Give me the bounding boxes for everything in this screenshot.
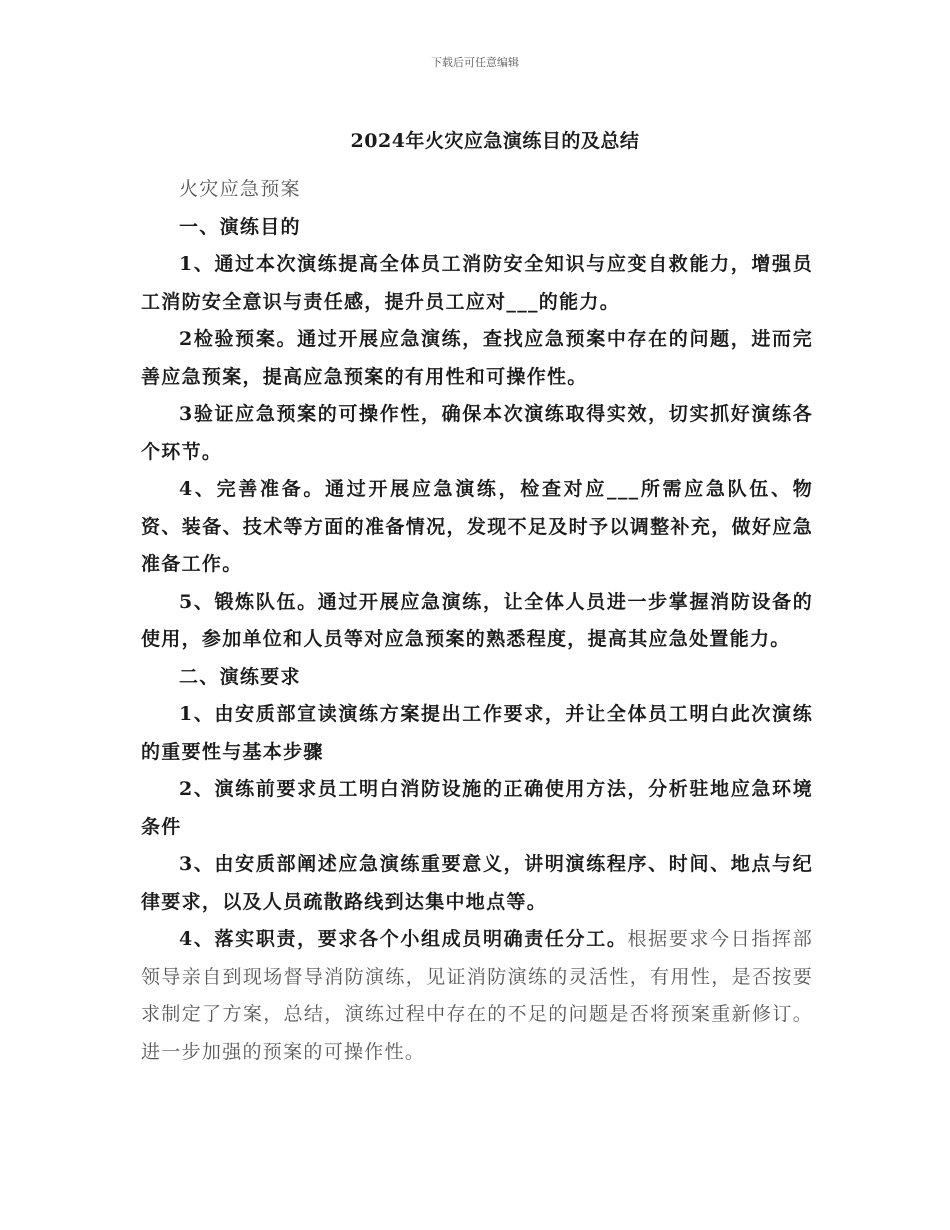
- paragraph: 4、完善准备。通过开展应急演练，检查对应___所需应急队伍、物资、装备、技术等方面的准备情况，发现不足及时予以调整补充，做好应急准备工作。: [141, 478, 813, 575]
- paragraph: 5、锻炼队伍。通过开展应急演练，让全体人员进一步掌握消防设备的使用，参加单位和人员等对应急预案的熟悉程度，提高其应急处置能力。: [141, 590, 813, 650]
- document-body: [141, 171, 813, 1071]
- section-heading-requirements: 二、演练要求: [179, 665, 301, 688]
- paragraph: 3验证应急预案的可操作性，确保本次演练取得实效，切实抓好演练各个环节。: [141, 403, 813, 463]
- paragraph: 1、通过本次演练提高全体员工消防安全知识与应变自救能力，增强员工消防安全意识与责任感，提升员工应对___的能力。: [141, 253, 813, 313]
- header-note: 下载后可任意编辑: [431, 56, 519, 69]
- paragraph-light-part: 根据要求今日指挥部领导亲自到现场督导消防演练，见证消防演练的灵活性，有用性，是否按要求制定了方案，总结，演练过程中存在的不足的问题是否将预案重新修订。进一步加强的预案的可操作性。: [141, 928, 813, 1063]
- paragraph: 3、由安质部阐述应急演练重要意义，讲明演练程序、时间、地点与纪律要求，以及人员疏散路线到达集中地点等。: [141, 853, 813, 913]
- paragraph: 2检验预案。通过开展应急演练，查找应急预案中存在的问题，进而完善应急预案，提高应急预案的有用性和可操作性。: [141, 328, 813, 388]
- paragraph: 1、由安质部宣读演练方案提出工作要求，并让全体员工明白此次演练的重要性与基本步骤: [141, 703, 813, 763]
- section-heading-purpose: 一、演练目的: [179, 215, 301, 238]
- section-subtitle: 火灾应急预案: [179, 178, 301, 200]
- paragraph-mixed: [141, 921, 813, 1071]
- paragraph: 2、演练前要求员工明白消防设施的正确使用方法，分析驻地应急环境条件: [141, 778, 813, 838]
- paragraph-bold-part: 4、落实职责，要求各个小组成员明确责任分工。: [179, 928, 628, 950]
- document-title: 2024年火灾应急演练目的及总结: [350, 130, 640, 152]
